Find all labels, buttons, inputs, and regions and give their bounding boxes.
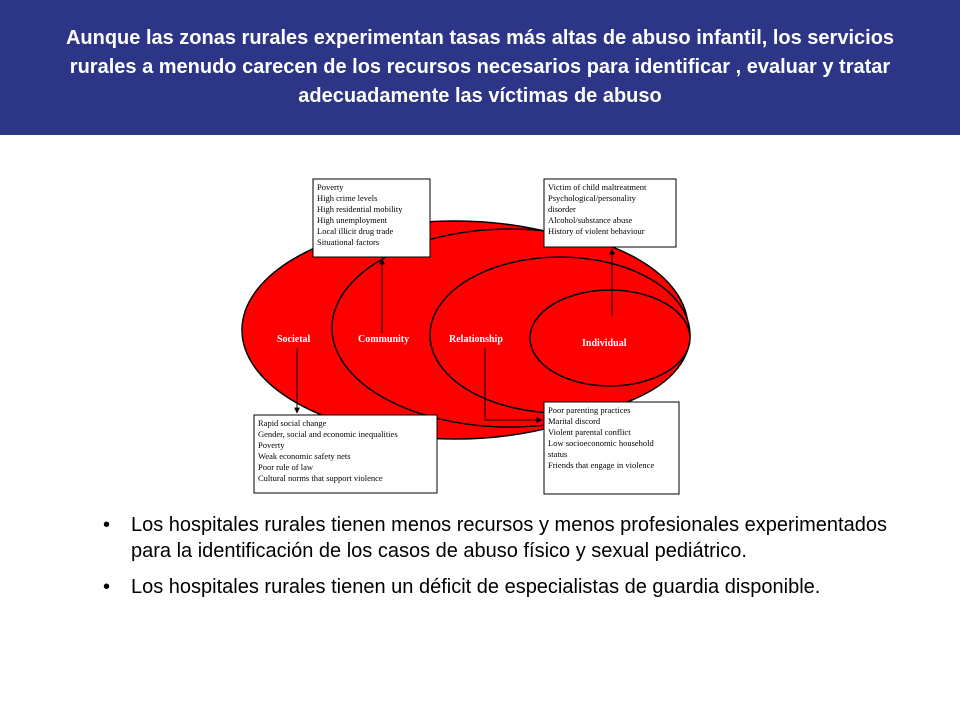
bullet-marker: •: [103, 576, 111, 598]
societal-factors-text: Rapid social change Gender, social and economic inequalities Poverty Weak economic safety nets Poor rule of law Cultural norms that support violence: [258, 418, 398, 483]
bullet-text: Los hospitales rurales tienen menos recursos y menos profesionales experimentados para la identificación de los casos de abuso físico y sexual pediátrico.: [131, 514, 887, 562]
bullet-item: [95, 574, 895, 600]
label-relationship: Relationship: [449, 334, 503, 345]
label-individual: Individual: [582, 338, 627, 349]
bullet-item: [95, 512, 895, 564]
bullet-marker: •: [103, 514, 111, 536]
label-community: Community: [358, 334, 410, 345]
community-factors-text: Poverty High crime levels High residential mobility High unemployment Local illicit drug trade Situational factors: [317, 182, 403, 247]
individual-factors-text: Victim of child maltreatment Psychological/personality disorder Alcohol/substance abuse History of violent behaviour: [548, 182, 647, 236]
slide-header: [0, 0, 960, 135]
bullet-text: Los hospitales rurales tienen un déficit de especialistas de guardia disponible.: [131, 576, 821, 598]
slide-title: Aunque las zonas rurales experimentan tasas más altas de abuso infantil, los servicios rurales a menudo carecen de los recursos necesarios para identificar , evaluar y tratar adecuadamente las víctimas de abuso: [65, 27, 895, 107]
relationship-factors-text: Poor parenting practices Marital discord Violent parental conflict Low socioeconomic household status Friends that engage in violence: [548, 405, 655, 470]
ecological-model-diagram: [240, 170, 720, 500]
ecological-model-svg: [240, 170, 720, 500]
label-societal: Societal: [277, 334, 311, 345]
bullet-list: [95, 512, 895, 610]
